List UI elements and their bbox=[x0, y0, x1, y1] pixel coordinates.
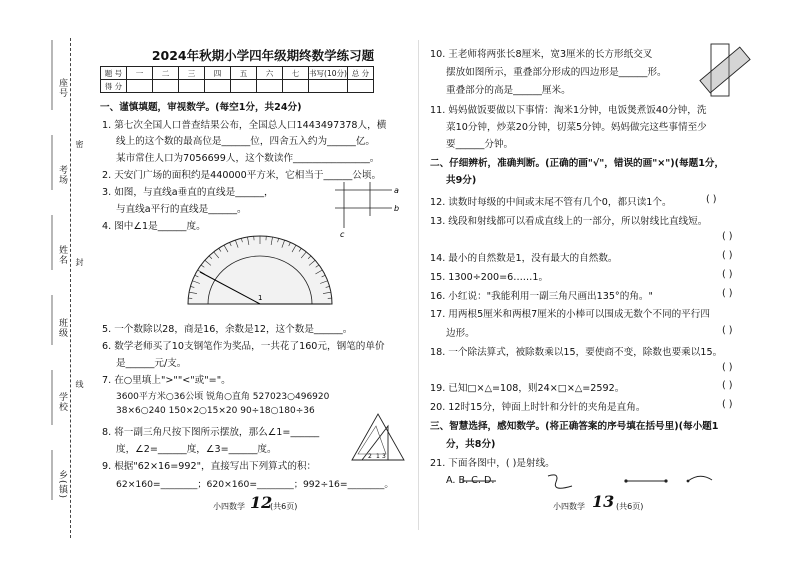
score-table-score-row bbox=[101, 80, 374, 93]
class-label: 班级 bbox=[57, 318, 67, 338]
crossed-rectangles-figure bbox=[695, 40, 755, 100]
option-c-segment bbox=[624, 479, 667, 482]
question-6-line-1: 6. 数学老师买了10支钢笔作为奖品，一共花了160元，钢笔的单价 bbox=[102, 341, 385, 352]
svg-text:2: 2 bbox=[368, 453, 372, 460]
question-8-line-2: 度，∠2=______度，∠3=______度。 bbox=[116, 444, 277, 455]
question-10-line-1: 10. 王老师将两张长8厘米，宽3厘米的长方形纸交叉 bbox=[430, 49, 653, 60]
score-cell[interactable] bbox=[127, 80, 153, 93]
score-cell[interactable] bbox=[309, 80, 348, 93]
section-3-heading-line-1: 三、智慧选择，感知数学。(将正确答案的序号填在括号里)(每小题1 bbox=[430, 421, 719, 432]
binding-answer-lines bbox=[44, 40, 64, 540]
question-19: 19. 已知□×△=108，则24×□×△=2592。 bbox=[430, 383, 625, 394]
seal-char-mi: 密 bbox=[75, 140, 84, 149]
question-11-line-3: 要______分钟。 bbox=[446, 139, 514, 150]
score-header-cell: 五 bbox=[231, 67, 257, 80]
score-cell[interactable] bbox=[348, 80, 374, 93]
question-10-line-3: 重叠部分的高是______厘米。 bbox=[446, 85, 571, 96]
protractor-figure bbox=[180, 232, 340, 310]
answer-bracket-18[interactable]: ( ) bbox=[722, 362, 733, 373]
footer-left-label: 小四数学 bbox=[213, 502, 245, 511]
footer-right-label: 小四数学 bbox=[553, 502, 585, 511]
perpendicular-lines-figure bbox=[330, 182, 405, 240]
answer-bracket-19[interactable]: ( ) bbox=[722, 380, 733, 391]
score-header-cell: 总 分 bbox=[348, 67, 374, 80]
question-9-line-2: 62×160=________；620×160=________；992÷16=________。 bbox=[116, 479, 394, 490]
question-7: 7. 在○里填上">""<"或"="。 bbox=[102, 375, 231, 386]
answer-bracket-14[interactable]: ( ) bbox=[722, 250, 733, 261]
score-header-cell: 题 号 bbox=[101, 67, 127, 80]
svg-text:3: 3 bbox=[382, 453, 386, 460]
triangle-rulers-figure bbox=[348, 408, 408, 466]
exam-title: 2024年秋期小学四年级期终数学练习题 bbox=[151, 48, 375, 63]
question-15: 15. 1300÷200=6……1。 bbox=[430, 272, 549, 283]
question-16: 16. 小红说："我能利用一副三角尺画出135°的角。" bbox=[430, 291, 653, 302]
exam-room-label: 考场 bbox=[57, 165, 67, 185]
svg-text:1: 1 bbox=[376, 453, 380, 460]
question-17-line-2: 边形。 bbox=[446, 328, 475, 339]
score-table bbox=[100, 66, 374, 93]
binding-margin bbox=[0, 0, 82, 561]
question-21-option-figures bbox=[456, 470, 716, 490]
question-9-line-1: 9. 根据"62×16=992"，直接写出下列算式的积： bbox=[102, 461, 317, 472]
section-2-heading-line-2: 共9分) bbox=[446, 175, 477, 186]
question-14: 14. 最小的自然数是1，没有最大的自然数。 bbox=[430, 253, 618, 264]
seat-number-label: 座号 bbox=[57, 78, 67, 98]
page-number-stamp-left: 12 bbox=[250, 493, 273, 512]
score-header-cell: 书写(10分) bbox=[309, 68, 347, 78]
line-b-label: b bbox=[394, 204, 400, 213]
answer-bracket-15[interactable]: ( ) bbox=[722, 269, 733, 280]
seal-char-xian: 线 bbox=[75, 380, 84, 389]
question-11-line-2: 菜10分钟，炒菜20分钟，切菜5分钟。妈妈做完这些事情至少 bbox=[446, 122, 707, 133]
question-3-line-1: 3. 如图，与直线a垂直的直线是______， bbox=[102, 187, 274, 198]
footer-left-pages: (共6页) bbox=[270, 502, 298, 511]
answer-bracket-20[interactable]: ( ) bbox=[722, 399, 733, 410]
option-b-curve bbox=[548, 475, 572, 488]
section-2-heading-line-1: 二、仔细辨析，准确判断。(正确的画"√"，错误的画"×")(每题1分， bbox=[430, 158, 725, 169]
option-d-arc bbox=[687, 476, 712, 482]
question-4: 4. 图中∠1是______度。 bbox=[102, 221, 206, 232]
score-cell[interactable] bbox=[231, 80, 257, 93]
question-7-row-1: 3600平方米○36公顷 锐角○直角 527023○496920 bbox=[116, 392, 330, 402]
question-12: 12. 读数时每级的中间或末尾不管有几个0，都只读1个。 bbox=[430, 197, 672, 208]
question-3-line-2: 与直线a平行的直线是______。 bbox=[116, 204, 247, 215]
township-label: 乡(镇) bbox=[57, 470, 67, 500]
score-cell[interactable] bbox=[283, 80, 309, 93]
answer-bracket-12[interactable]: ( ) bbox=[706, 194, 717, 205]
question-1-line-2: 线上的这个数的最高位是______位，四舍五入约为______亿。 bbox=[116, 136, 376, 147]
answer-bracket-17[interactable]: ( ) bbox=[722, 325, 733, 336]
question-21-options: A. B. C. D. bbox=[446, 475, 495, 486]
question-1-line-3: 某市常住人口为7056699人，这个数读作________________。 bbox=[116, 153, 380, 164]
section-1-heading: 一、谨慎填题，审视数学。(每空1分，共24分) bbox=[100, 102, 302, 113]
angle-1-label: 1 bbox=[258, 294, 263, 302]
binding-dashed-line bbox=[70, 38, 71, 538]
question-7-row-2: 38×6○240 150×2○15×20 90÷18○180÷36 bbox=[116, 406, 315, 416]
question-11-line-1: 11. 妈妈做饭要做以下事情：淘米1分钟，电饭煲煮饭40分钟，洗 bbox=[430, 105, 707, 116]
question-20: 20. 12时15分，钟面上时针和分针的夹角是直角。 bbox=[430, 402, 646, 413]
school-label: 学校 bbox=[57, 392, 67, 412]
score-table-header-row bbox=[101, 67, 374, 80]
question-5: 5. 一个数除以28，商是16，余数是12，这个数是______。 bbox=[102, 324, 353, 335]
answer-bracket-16[interactable]: ( ) bbox=[722, 288, 733, 299]
score-row-label: 得 分 bbox=[101, 80, 127, 93]
question-1-line-1: 1. 第七次全国人口普查结果公布，全国总人口1443497378人，横 bbox=[102, 120, 387, 131]
question-6-line-2: 是______元/支。 bbox=[116, 358, 187, 369]
seal-char-feng: 封 bbox=[75, 258, 84, 267]
question-17-line-1: 17. 用两根5厘米和两根7厘米的小棒可以围成无数个不同的平行四 bbox=[430, 309, 710, 320]
score-header-cell: 一 bbox=[127, 67, 153, 80]
question-8-line-1: 8. 将一副三角尺按下图所示摆放，那么∠1=______ bbox=[102, 427, 320, 438]
line-a-label: a bbox=[394, 186, 399, 195]
question-10-line-2: 摆放如图所示，重叠部分形成的四边形是______形。 bbox=[446, 67, 667, 78]
score-cell[interactable] bbox=[179, 80, 205, 93]
name-label: 姓名 bbox=[57, 245, 67, 265]
score-header-cell: 七 bbox=[283, 67, 309, 80]
score-header-cell: 六 bbox=[257, 67, 283, 80]
footer-right-pages: (共6页) bbox=[616, 502, 644, 511]
page-divider bbox=[418, 40, 419, 530]
score-cell[interactable] bbox=[257, 80, 283, 93]
question-21: 21. 下面各图中，( )是射线。 bbox=[430, 458, 555, 469]
score-header-cell: 二 bbox=[153, 67, 179, 80]
question-13: 13. 线段和射线都可以看成直线上的一部分，所以射线比直线短。 bbox=[430, 216, 708, 227]
answer-bracket-13[interactable]: ( ) bbox=[722, 231, 733, 242]
line-c-label: c bbox=[340, 230, 345, 239]
section-3-heading-line-2: 分，共8分) bbox=[446, 439, 496, 450]
score-header-cell: 四 bbox=[205, 67, 231, 80]
question-18: 18. 一个除法算式，被除数乘以15，要使商不变，除数也要乘以15。 bbox=[430, 347, 723, 358]
question-2: 2. 天安门广场的面积约是440000平方米，它相当于______公顷。 bbox=[102, 170, 382, 181]
score-cell[interactable] bbox=[205, 80, 231, 93]
score-cell[interactable] bbox=[153, 80, 179, 93]
score-header-cell: 三 bbox=[179, 67, 205, 80]
page-number-stamp-right: 13 bbox=[592, 492, 615, 511]
